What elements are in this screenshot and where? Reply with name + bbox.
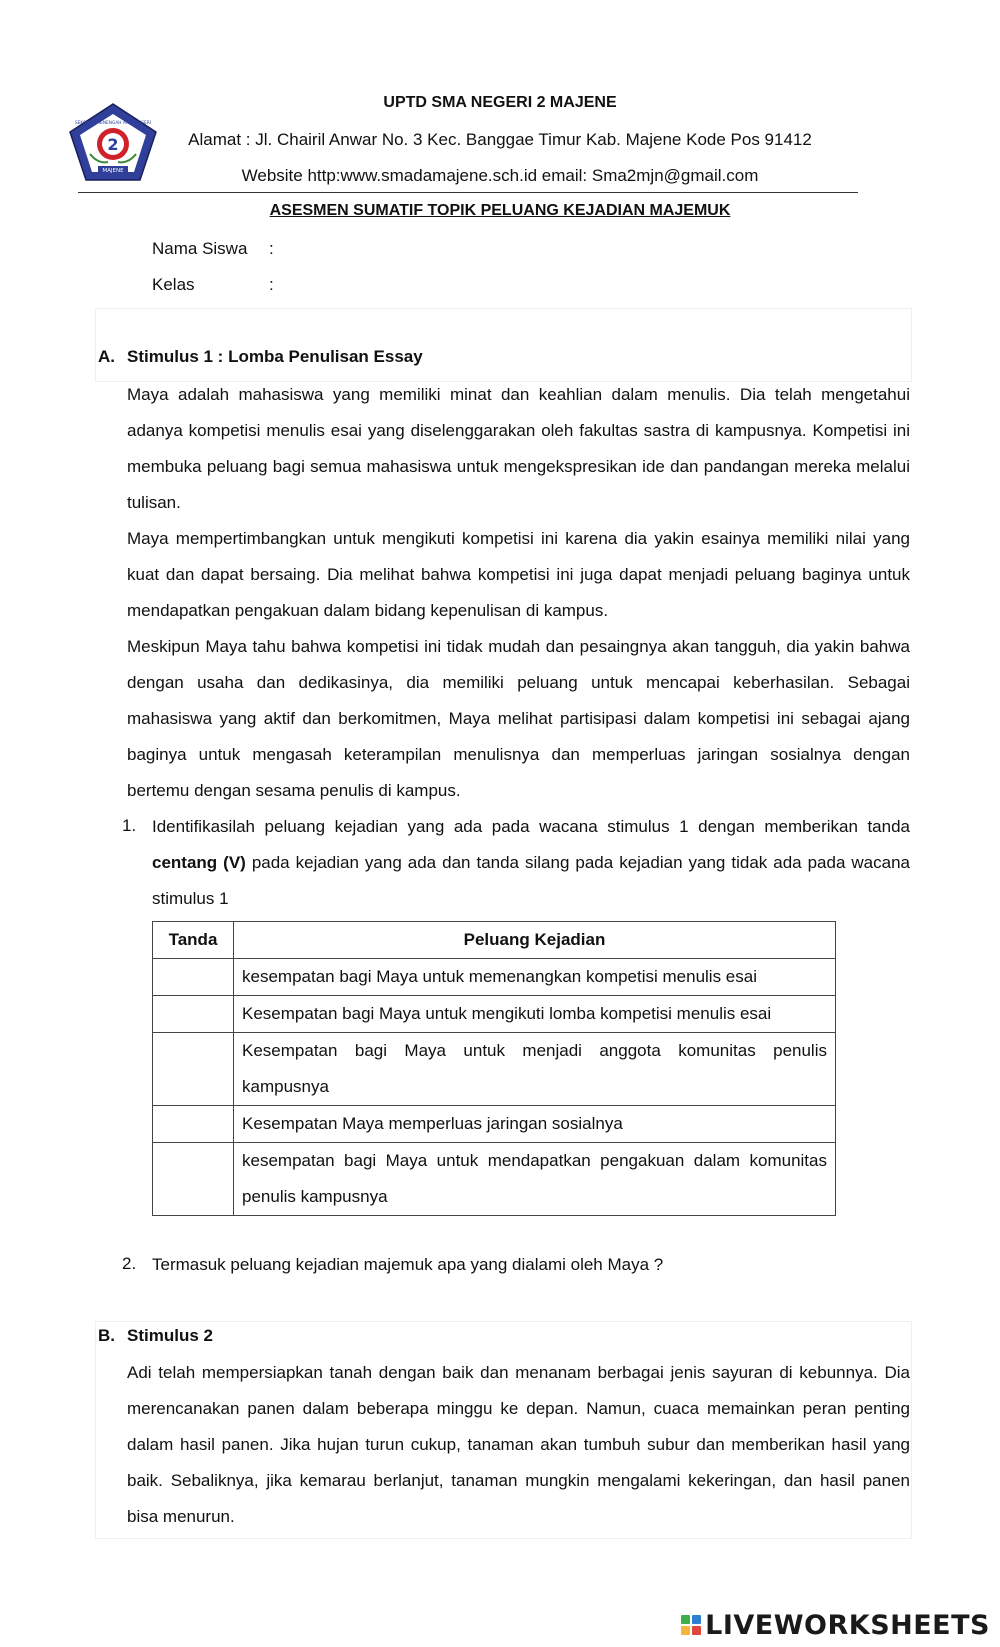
section-a-frame	[95, 308, 912, 382]
mark-cell-1[interactable]	[153, 959, 234, 996]
question-1-bold: centang (V)	[152, 853, 246, 872]
stimulus-1-paragraph-3: Meskipun Maya tahu bahwa kompetisi ini tidak mudah dan pesaingnya akan tangguh, dia yakin bahwa dengan usaha dan dedikasinya, dia memiliki peluang untuk mencapai keberhasilan. Sebagai mahasiswa yang aktif dan berkomitmen, Maya melihat partisipasi dalam kompetisi ini sebagai ajang baginya untuk mengasah keterampilan menulisnya dan memperluas jaringan sosialnya dengan bertemu dengan sesama penulis di kampus.	[127, 637, 910, 800]
mark-cell-4[interactable]	[153, 1106, 234, 1143]
mark-cell-5[interactable]	[153, 1143, 234, 1216]
class-colon: :	[269, 275, 274, 294]
peluang-table	[152, 921, 836, 1216]
question-2-number: 2.	[122, 1254, 137, 1273]
col-tanda-header: Tanda	[153, 922, 234, 959]
mark-cell-3[interactable]	[153, 1033, 234, 1106]
liveworksheets-logo-icon	[681, 1615, 701, 1635]
stimulus-1-paragraph-1: Maya adalah mahasiswa yang memiliki minat dan keahlian dalam menulis. Dia telah mengetahui adanya kompetisi menulis esai yang diselenggarakan oleh fakultas sastra di kampusnya. Kompetisi ini membuka peluang bagi semua mahasiswa untuk mengekspresikan ide dan pandangan mereka melalui tulisan.	[127, 385, 910, 512]
stimulus-2-paragraph: Adi telah mempersiapkan tanah dengan baik dan menanam berbagai jenis sayuran di kebunnya. Dia merencanakan panen dalam beberapa minggu ke depan. Namun, cuaca memainkan peran penting dalam hasil panen. Jika hujan turun cukup, tanaman akan tumbuh subur dan memberikan hasil yang baik. Sebaliknya, jika kemarau berlanjut, tanaman mungkin mengalami kekeringan, dan hasil panen bisa menurun.	[127, 1363, 910, 1526]
event-cell-4: Kesempatan Maya memperluas jaringan sosialnya	[234, 1106, 836, 1143]
table-header-row	[153, 922, 836, 959]
question-2-text: Termasuk peluang kejadian majemuk apa yang dialami oleh Maya ?	[152, 1255, 664, 1274]
logo-bottom-text: MAJENE	[102, 168, 124, 174]
school-address: Alamat : Jl. Chairil Anwar No. 3 Kec. Banggae Timur Kab. Majene Kode Pos 91412	[188, 130, 812, 149]
school-contact: Website http:www.smadamajene.sch.id email: Sma2mjn@gmail.com	[241, 166, 759, 185]
name-colon: :	[269, 239, 274, 258]
table-row	[153, 1106, 836, 1143]
table-row	[153, 996, 836, 1033]
section-b-heading: Stimulus 2	[127, 1326, 213, 1345]
question-1-text: Identifikasilah peluang kejadian yang ada pada wacana stimulus 1 dengan memberikan tanda centang (V) pada kejadian yang ada dan tanda silang pada kejadian yang tidak ada pada wacana stimulus 1	[152, 817, 911, 908]
table-row	[153, 1143, 836, 1216]
name-label: Nama Siswa	[152, 239, 248, 258]
event-cell-2: Kesempatan bagi Maya untuk mengikuti lomba kompetisi menulis esai	[234, 996, 836, 1033]
assessment-title: ASESMEN SUMATIF TOPIK PELUANG KEJADIAN MAJEMUK	[269, 202, 731, 219]
section-a-heading: Stimulus 1 : Lomba Penulisan Essay	[127, 347, 423, 366]
table-row	[153, 1033, 836, 1106]
liveworksheets-watermark	[681, 1609, 990, 1641]
mark-cell-2[interactable]	[153, 996, 234, 1033]
logo-numeral: 2	[107, 135, 119, 154]
event-cell-1: kesempatan bagi Maya untuk memenangkan kompetisi menulis esai	[234, 959, 836, 996]
event-cell-5: kesempatan bagi Maya untuk mendapatkan pengakuan dalam komunitas penulis kampusnya	[234, 1143, 836, 1216]
school-name: UPTD SMA NEGERI 2 MAJENE	[383, 94, 617, 111]
logo-top-text: SEKOLAH MENENGAH ATAS NEGERI	[74, 121, 152, 126]
class-label: Kelas	[152, 275, 195, 294]
table-row	[153, 959, 836, 996]
stimulus-1-paragraph-2: Maya mempertimbangkan untuk mengikuti kompetisi ini karena dia yakin esainya memiliki nilai yang kuat dan dapat bersaing. Dia melihat bahwa kompetisi ini juga dapat menjadi peluang baginya untuk mendapatkan pengakuan dalam bidang kepenulisan di kampus.	[127, 529, 910, 620]
header-divider	[78, 192, 858, 193]
col-peluang-header: Peluang Kejadian	[234, 922, 836, 959]
section-a-letter: A.	[98, 347, 115, 366]
question-1-number: 1.	[122, 816, 137, 835]
event-cell-3: Kesempatan bagi Maya untuk menjadi anggota komunitas penulis kampusnya	[234, 1033, 836, 1106]
liveworksheets-text: LIVEWORKSHEETS	[705, 1609, 990, 1641]
section-b-letter: B.	[98, 1326, 115, 1345]
